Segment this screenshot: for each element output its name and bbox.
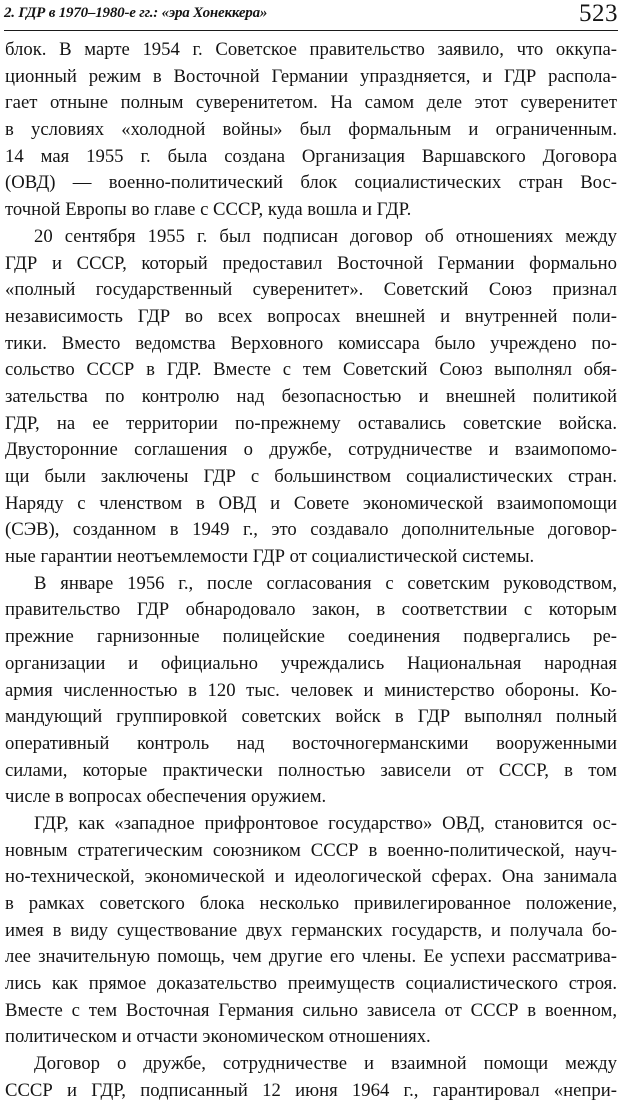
text-line: СССР и ГДР, подписанный 12 июня 1964 г., гарантировал «непри- (5, 1079, 617, 1101)
text-line: гает отныне полным суверенитетом. На самом деле этот суверенитет (5, 92, 617, 114)
text-line: «полный государственный суверенитет». Советский Союз признал (5, 279, 617, 301)
text-line: оперативный контроль над восточногерманскими вооруженными (5, 732, 617, 754)
text-line: но-технической, экономической и идеологической сферах. Она занимала (5, 866, 617, 888)
text-line: новным стратегическим союзником СССР в военно-политической, науч- (5, 839, 617, 861)
text-line: ГДР, на ее территории по-прежнему оставались советские войска. (5, 412, 617, 434)
text-line: ные гарантии неотъемлемости ГДР от социалистической системы. (5, 546, 535, 568)
text-line: армия численностью в 120 тыс. человек и министерство обороны. Ко- (5, 679, 617, 701)
text-line: ГДР, как «западное прифронтовое государство» ОВД, становится ос- (34, 812, 617, 834)
text-line: в условиях «холодной войны» был формальным и ограниченным. (5, 119, 617, 141)
text-line: 20 сентября 1955 г. был подписан договор об отношениях между (34, 225, 617, 247)
text-line: Вместе с тем Восточная Германия сильно зависела от СССР в военном, (5, 999, 617, 1021)
text-line: (ОВД) — военно-политический блок социалистических стран Вос- (5, 172, 617, 194)
main-text (5, 37, 617, 1105)
text-line: (СЭВ), созданном в 1949 г., это создавало дополнительные договор- (5, 519, 617, 541)
text-line: Двусторонние соглашения о дружбе, сотрудничестве и взаимопомо- (5, 439, 617, 461)
text-line: политическом и отчасти экономическом отношениях. (5, 1026, 431, 1048)
text-line: блок. В марте 1954 г. Советское правительство заявило, что оккупа- (5, 39, 617, 60)
text-line: лее значительную помощь, чем другие его члены. Ее успехи рассматрива- (5, 946, 617, 968)
text-line: ционный режим в Восточной Германии упраздняется, и ГДР распола- (5, 65, 617, 87)
text-line: организации и официально учреждались Национальная народная (5, 652, 617, 674)
text-line: сольство СССР в ГДР. Вместе с тем Советский Союз выполнял обя- (5, 359, 617, 381)
text-line: прежние гарнизонные полицейские соединения подвергались ре- (5, 626, 617, 648)
text-line: независимость ГДР во всех вопросах внешней и внутренней поли- (5, 305, 617, 327)
text-line: правительство ГДР обнародовало закон, в соответствии с которым (5, 599, 617, 621)
text-line: тики. Вместо ведомства Верховного комиссара было учреждено по- (5, 332, 617, 354)
text-line: 14 мая 1955 г. была создана Организация Варшавского Договора (5, 145, 617, 167)
text-line: лись как прямое доказательство преимуществ социалистического строя. (5, 973, 617, 995)
text-line: ГДР и СССР, который предоставил Восточной Германии формально (5, 252, 617, 274)
text-line: мандующий группировкой советских войск в ГДР выполнял полный (5, 706, 617, 728)
text-line: В январе 1956 г., после согласования с советским руководством, (34, 572, 617, 594)
text-line: щи были заключены ГДР с большинством социалистических стран. (5, 466, 617, 487)
text-line: зательства по контролю над безопасностью и внешней политикой (5, 385, 617, 407)
running-title: 2. ГДР в 1970–1980-е гг.: «эра Хонеккера» (4, 5, 268, 21)
page-number: 523 (579, 0, 618, 27)
text-line: силами, которые практически полностью зависели от СССР, в том (5, 759, 617, 781)
text-line: числе в вопросах обеспечения оружием. (5, 786, 327, 808)
text-line: Наряду с членством в ОВД и Совете экономической взаимопомощи (5, 492, 617, 514)
running-header (4, 0, 618, 31)
text-line: Договор о дружбе, сотрудничестве и взаимной помощи между (34, 1053, 617, 1075)
text-line: имея в виду существование двух германских государств, и получала бо- (5, 919, 617, 941)
text-line: в рамках советского блока несколько привилегированное положение, (5, 893, 617, 914)
text-line: точной Европы во главе с СССР, куда вошла и ГДР. (5, 199, 412, 221)
